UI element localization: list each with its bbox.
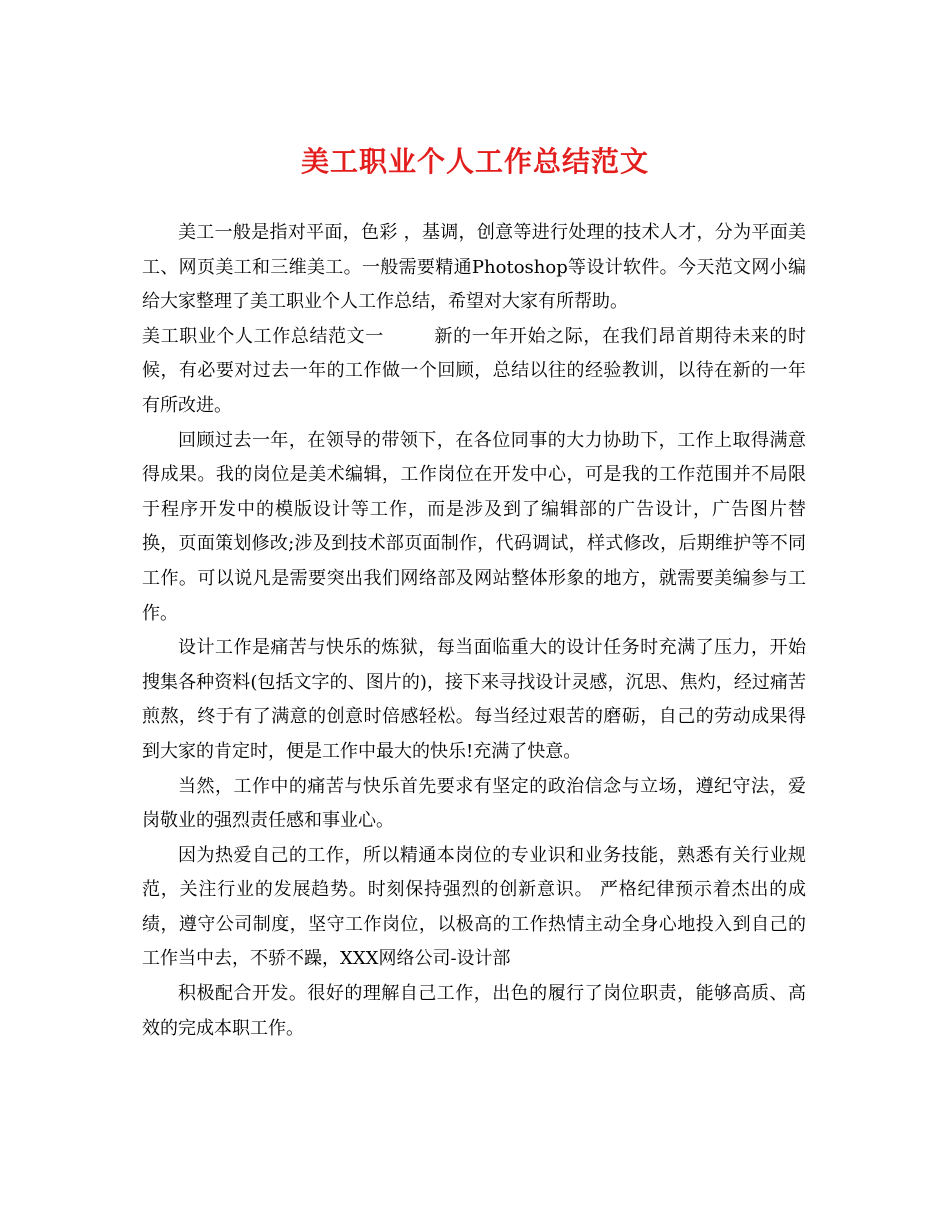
paragraph-design-work: 设计工作是痛苦与快乐的炼狱，每当面临重大的设计任务时充满了压力，开始搜集各种资料(包括文字的、图片的)，接下来寻找设计灵感，沉思、焦灼，经过痛苦煎熬，终于有了满意的创意时倍感轻松。每当经过艰苦的磨砺，自己的劳动成果得到大家的肯定时，便是工作中最大的快乐!充满了快意。	[142, 637, 806, 762]
section-heading: 美工职业个人工作总结范文一	[142, 325, 384, 347]
document-body	[142, 216, 806, 1046]
paragraph-principles: 当然，工作中的痛苦与快乐首先要求有坚定的政治信念与立场，遵纪守法，爱岗敬业的强烈责任感和事业心。	[142, 775, 806, 832]
section-opening: 新的一年开始之际，在我们昂首期待未来的时候，有必要对过去一年的工作做一个回顾，总结以往的经验教训，以待在新的一年有所改进。	[142, 325, 807, 416]
paragraph-intro: 美工一般是指对平面，色彩 ，基调，创意等进行处理的技术人才，分为平面美工、网页美工和三维美工。一般需要精通Photoshop等设计软件。今天范文网小编给大家整理了美工职业个人工作总结，希望对大家有所帮助。	[142, 222, 806, 313]
paragraph-cooperation: 积极配合开发。很好的理解自己工作，出色的履行了岗位职责，能够高质、高效的完成本职工作。	[142, 983, 806, 1039]
paragraph-skills: 因为热爱自己的工作，所以精通本岗位的专业识和业务技能，熟悉有关行业规范，关注行业的发展趋势。时刻保持强烈的创新意识。 严格纪律预示着杰出的成绩，遵守公司制度，坚守工作岗位，以极高的工作热情主动全身心地投入到自己的工作当中去，不骄不躁，XXX网络公司-设计部	[142, 844, 806, 970]
paragraph-section-heading	[142, 320, 806, 424]
document-title: 美工职业个人工作总结范文	[300, 145, 649, 178]
paragraph-review: 回顾过去一年，在领导的带领下，在各位同事的大力协助下，工作上取得满意得成果。我的岗位是美术编辑，工作岗位在开发中心，可是我的工作范围并不局限于程序开发中的模版设计等工作，而是涉及到了编辑部的广告设计，广告图片替换，页面策划修改;涉及到技术部页面制作，代码调试，样式修改，后期维护等不同工作。可以说凡是需要突出我们网络部及网站整体形象的地方，就需要美编参与工作。	[142, 429, 806, 624]
